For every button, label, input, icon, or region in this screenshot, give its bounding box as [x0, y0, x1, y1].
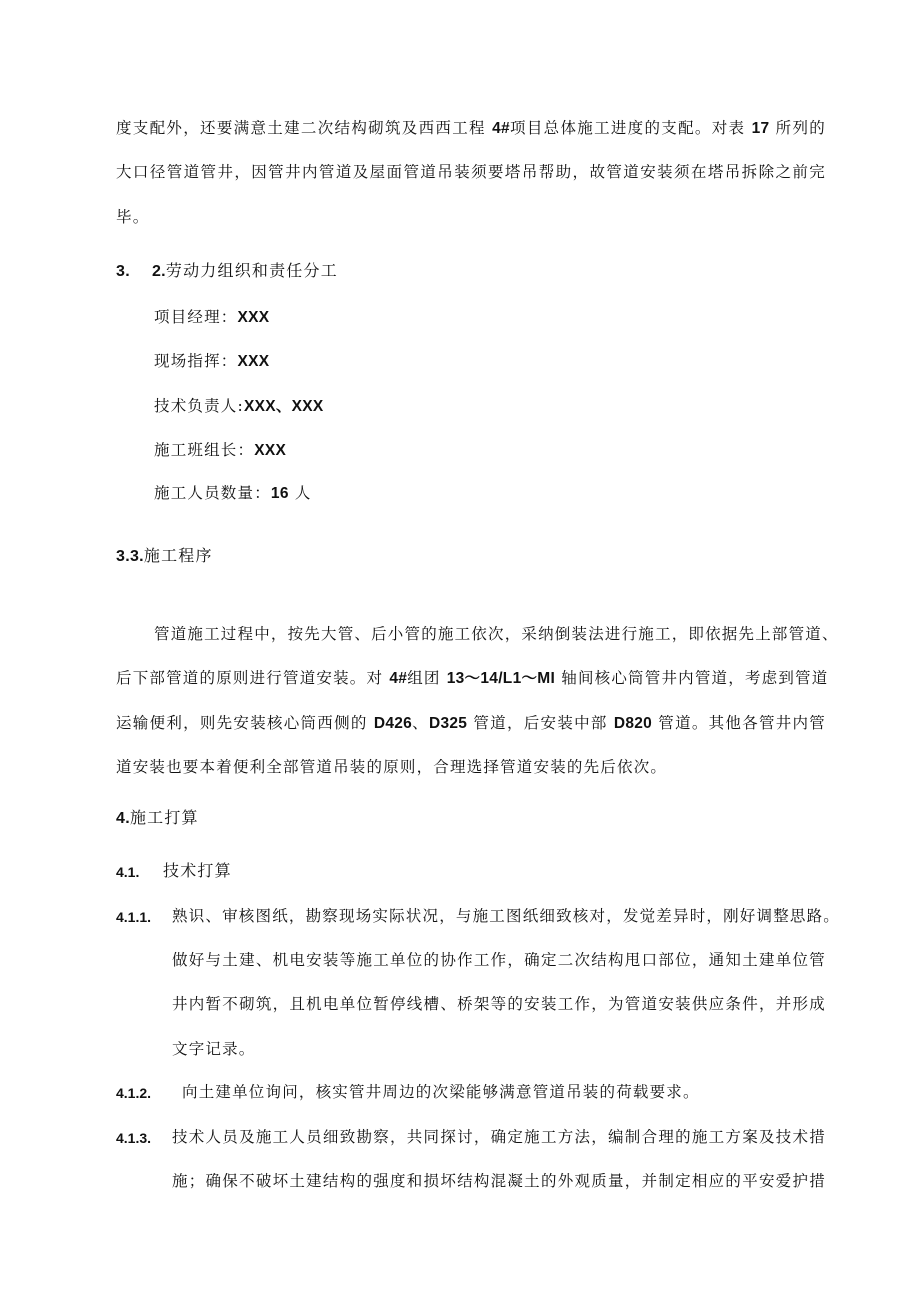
- section-number: 4.: [116, 810, 130, 827]
- bold-run: 4#: [492, 120, 510, 137]
- staff-label: 现场指挥：: [154, 352, 238, 370]
- staff-label: 项目经理：: [154, 308, 238, 326]
- text-run: 、: [412, 714, 429, 732]
- staff-item: [154, 396, 324, 417]
- bold-run: 13～14/L1～MI: [446, 670, 556, 687]
- intro-line-1: [116, 118, 826, 139]
- section-number-4-1-2: 4.1.2.: [116, 1085, 152, 1101]
- paragraph-line: 向土建单位询问，核实管井周边的次梁能够满意管道吊装的荷载要求。: [182, 1083, 700, 1101]
- staff-suffix: 人: [288, 484, 312, 502]
- text-run: 项目总体施工进度的支配。对表: [509, 119, 752, 137]
- section-title: 施工程序: [143, 546, 213, 565]
- text-run: 管道。其他各管井内管: [652, 714, 826, 732]
- staff-label: 施工人员数量：: [154, 484, 271, 502]
- staff-label: 施工班组长：: [154, 441, 255, 459]
- staff-item: [154, 440, 286, 461]
- intro-line-3: 毕。: [116, 208, 150, 226]
- staff-value: XXX: [237, 353, 270, 370]
- paragraph-line: 做好与土建、机电安装等施工单位的协作工作，确定二次结构甩口部位，通知土建单位管: [172, 951, 826, 969]
- bold-run: D325: [428, 715, 468, 732]
- staff-item: [154, 483, 312, 504]
- staff-label: 技术负责人:: [154, 397, 244, 415]
- bold-run: 4#: [389, 670, 408, 687]
- paragraph-line: 施；确保不破坏土建结构的强度和损坏结构混凝土的外观质量，并制定相应的平安爱护措: [172, 1172, 826, 1190]
- text-run: 轴间核心筒管井内管道，考虑到管道: [555, 669, 829, 687]
- section-heading-3-2: [116, 261, 338, 282]
- paragraph-line: 井内暂不砌筑，且机电单位暂停线槽、桥架等的安装工作，为管道安装供应条件，并形成: [172, 995, 826, 1013]
- bold-run: 17: [751, 120, 770, 137]
- staff-item: [154, 307, 269, 328]
- paragraph-line: 文字记录。: [172, 1040, 256, 1058]
- section-number: 3.3.: [116, 548, 144, 565]
- text-run: 管道，后安装中部: [467, 714, 614, 732]
- staff-value: XXX: [237, 309, 270, 326]
- text-run: 所列的: [769, 119, 826, 137]
- section-heading-4: [116, 808, 199, 829]
- paragraph-line: 道安装也要本着便利全部管道吊装的原则，合理选择管道安装的先后依次。: [116, 758, 668, 776]
- staff-value: XXX: [254, 442, 287, 459]
- section-number-4-1: 4.1.: [116, 864, 140, 880]
- section-title: 施工打算: [129, 808, 199, 827]
- section-number-4-1-3: 4.1.3.: [116, 1130, 152, 1146]
- bold-run: D426: [373, 715, 413, 732]
- paragraph-line: [116, 713, 826, 734]
- section-heading-3-3: [116, 546, 213, 567]
- section-number: 3.: [116, 263, 130, 280]
- paragraph-line: 管道施工过程中，按先大管、后小管的施工依次，采纳倒装法进行施工，即依据先上部管道、: [154, 625, 839, 643]
- paragraph-line: 技术人员及施工人员细致勘察，共同探讨，确定施工方法，编制合理的施工方案及技术措: [172, 1128, 826, 1146]
- text-run: 运输便利，则先安装核心筒西侧的: [116, 714, 374, 732]
- text-run: 度支配外，还要满意土建二次结构砌筑及西西工程: [116, 119, 493, 137]
- text-run: 组团: [407, 669, 447, 687]
- section-number-4-1-1: 4.1.1.: [116, 909, 152, 925]
- text-run: 后下部管道的原则进行管道安装。对: [116, 669, 390, 687]
- section-number: 2.: [151, 263, 166, 280]
- staff-item: [154, 351, 269, 372]
- section-title-4-1: 技术打算: [163, 861, 232, 880]
- paragraph-line: 熟识、审核图纸，勘察现场实际状况，与施工图纸细致核对，发觉差异时，刚好调整思路。: [172, 907, 841, 925]
- intro-line-2: 大口径管道管井，因管井内管道及屋面管道吊装须要塔吊帮助，故管道安装须在塔吊拆除之前完: [116, 163, 826, 181]
- section-title: 劳动力组织和责任分工: [165, 261, 338, 280]
- staff-value: 16: [270, 485, 289, 502]
- staff-value: XXX、XXX: [243, 398, 324, 415]
- bold-run: D820: [613, 715, 653, 732]
- paragraph-line: [116, 668, 829, 689]
